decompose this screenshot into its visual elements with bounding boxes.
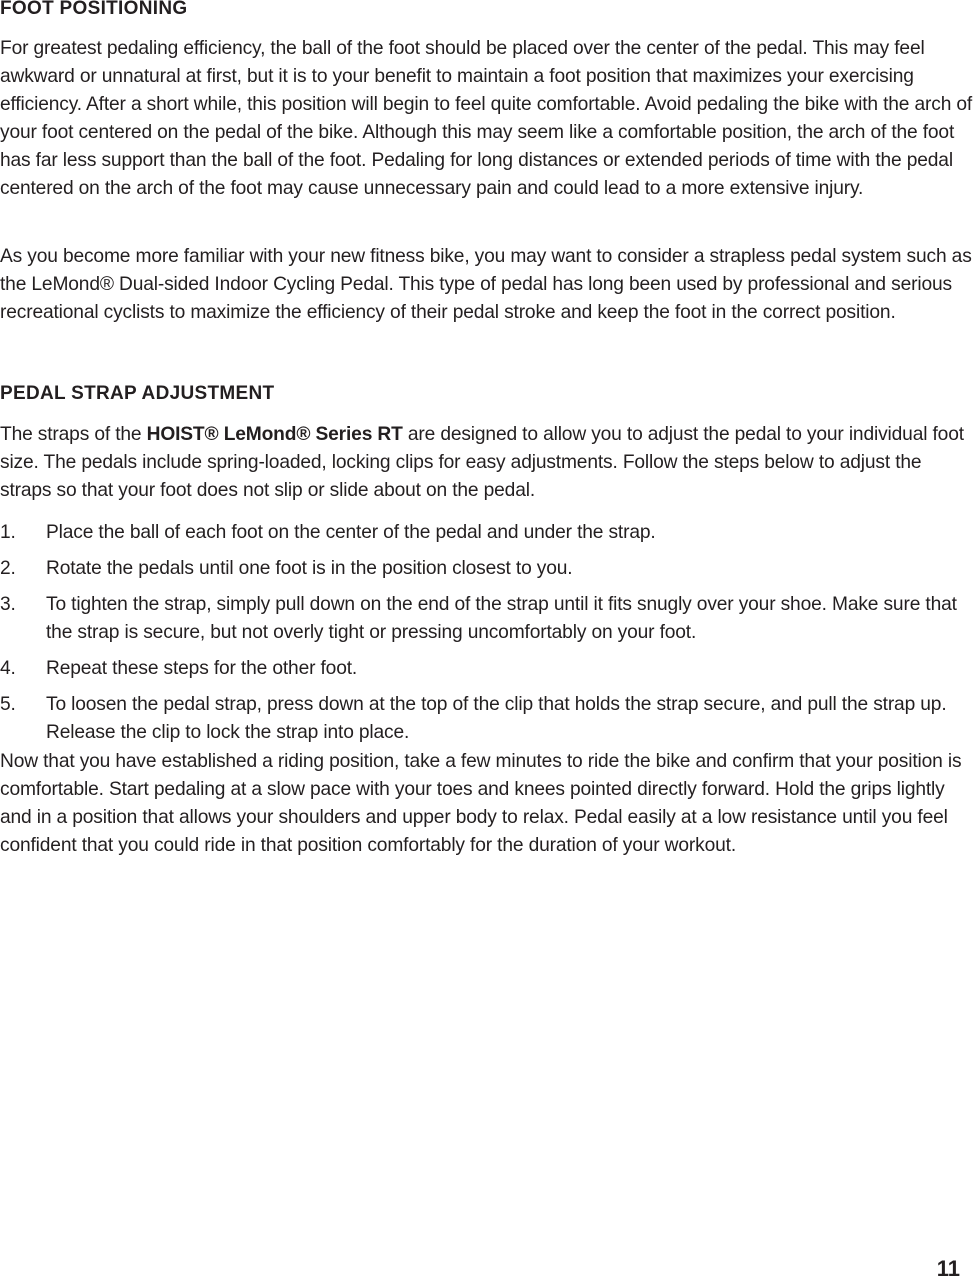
step-item: [0, 691, 974, 747]
series-name: Series RT: [315, 424, 403, 445]
step-number: 4.: [0, 658, 16, 679]
intro-prefix: The straps of the: [0, 424, 147, 445]
pedal-strap-intro: [0, 421, 974, 505]
model-name: LeMond®: [223, 424, 311, 445]
closing-paragraph: Now that you have established a riding position, take a few minutes to ride the bike and confirm that your position is comfortable. Start pedaling at a slow pace with your toes and knees pointed directly forward. Hold the grips lightly and in a position that allows your shoulders and upper body to relax. Pedal easily at a low resistance until you feel confident that you could ride in that position comfortably for the duration of your workout.: [0, 751, 962, 856]
step-number: 5.: [0, 694, 16, 715]
page-number: 11: [936, 1256, 960, 1281]
step-number: 3.: [0, 594, 16, 615]
step-item: [0, 591, 974, 647]
brand-name: HOIST®: [146, 424, 219, 445]
step-text: Rotate the pedals until one foot is in the position closest to you.: [46, 558, 573, 579]
step-item: [0, 655, 974, 683]
pedal-strap-heading: PEDAL STRAP ADJUSTMENT: [0, 383, 275, 404]
step-text: To loosen the pedal strap, press down at the top of the clip that holds the strap secure, and pull the strap up. Release the clip to lock the strap into place.: [46, 694, 947, 743]
intro-suffix: are designed to allow you to adjust the pedal to your individual foot size. The pedals include spring-loaded, locking clips for easy adjustments. Follow the steps below to adjust the straps so that your foot does not slip or slide about on the pedal.: [0, 424, 964, 501]
foot-positioning-heading: FOOT POSITIONING: [0, 0, 188, 19]
strap-adjustment-steps: [0, 519, 974, 755]
step-text: Repeat these steps for the other foot.: [46, 658, 358, 679]
step-item: [0, 555, 974, 583]
step-text: Place the ball of each foot on the center of the pedal and under the strap.: [46, 522, 656, 543]
step-item: [0, 519, 974, 547]
step-number: 2.: [0, 558, 16, 579]
foot-positioning-paragraph-2: As you become more familiar with your new fitness bike, you may want to consider a strapless pedal system such as the LeMond® Dual-sided Indoor Cycling Pedal. This type of pedal has long been used by professional and serious recreational cyclists to maximize the efficiency of their pedal stroke and keep the foot in the correct position.: [0, 246, 972, 323]
foot-positioning-paragraph-1: For greatest pedaling efficiency, the ball of the foot should be placed over the center of the pedal. This may feel awkward or unnatural at first, but it is to your benefit to maintain a foot position that maximizes your exercising efficiency. After a short while, this position will begin to feel quite comfortable. Avoid pedaling the bike with the arch of your foot centered on the pedal of the bike. Although this may seem like a comfortable position, the arch of the foot has far less support than the ball of the foot. Pedaling for long distances or extended periods of time with the pedal centered on the arch of the foot may cause unnecessary pain and could lead to a more extensive injury.: [0, 38, 973, 199]
step-text: To tighten the strap, simply pull down on the end of the strap until it fits snugly over your shoe. Make sure that the strap is secure, but not overly tight or pressing uncomfortably on your foot.: [46, 594, 957, 643]
step-number: 1.: [0, 522, 16, 543]
